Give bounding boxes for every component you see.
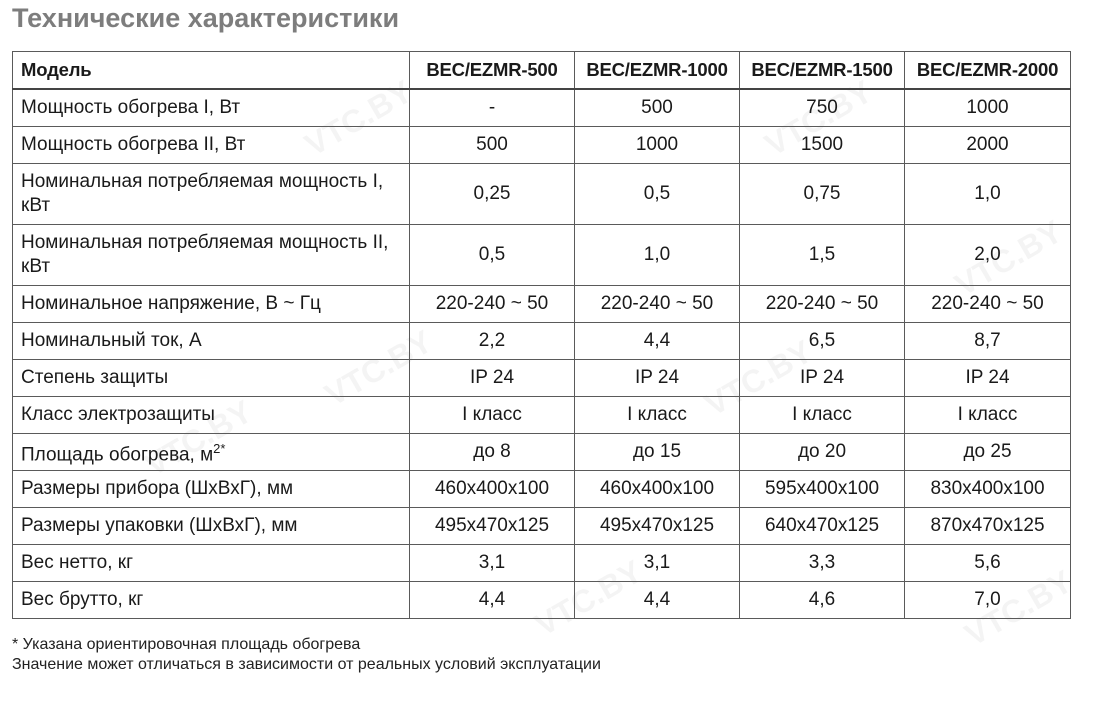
row-label: Степень защиты <box>13 360 410 397</box>
table-cell: 1,0 <box>905 164 1071 225</box>
table-cell: I класс <box>740 397 905 434</box>
table-row <box>13 508 1071 545</box>
table-cell: 1000 <box>905 89 1071 127</box>
footnote-line: Значение может отличаться в зависимости от реальных условий эксплуатации <box>12 656 601 673</box>
table-cell: I класс <box>575 397 740 434</box>
column-header: BEC/EZMR-500 <box>410 52 575 90</box>
table-cell: 830x400x100 <box>905 471 1071 508</box>
table-cell: 0,5 <box>575 164 740 225</box>
table-cell: 4,4 <box>575 582 740 619</box>
footnotes <box>12 635 601 675</box>
table-cell: 4,4 <box>575 323 740 360</box>
table-cell: 500 <box>410 127 575 164</box>
column-header: BEC/EZMR-1500 <box>740 52 905 90</box>
table-cell: 6,5 <box>740 323 905 360</box>
row-label: Размеры прибора (ШхВхГ), мм <box>13 471 410 508</box>
column-header: BEC/EZMR-1000 <box>575 52 740 90</box>
row-label: Номинальная потребляемая мощность I, кВт <box>13 164 410 225</box>
table-row <box>13 127 1071 164</box>
table-cell: 3,1 <box>575 545 740 582</box>
table-cell: 220-240 ~ 50 <box>575 286 740 323</box>
superscript-footnote-mark: 2* <box>213 440 226 456</box>
table-cell: IP 24 <box>905 360 1071 397</box>
table-row <box>13 360 1071 397</box>
table-cell: 640x470x125 <box>740 508 905 545</box>
table-cell: 7,0 <box>905 582 1071 619</box>
table-cell: 460x400x100 <box>575 471 740 508</box>
table-row <box>13 164 1071 225</box>
table-row <box>13 286 1071 323</box>
row-label: Класс электрозащиты <box>13 397 410 434</box>
table-cell: 595x400x100 <box>740 471 905 508</box>
row-label: Номинальное напряжение, В ~ Гц <box>13 286 410 323</box>
table-cell: - <box>410 89 575 127</box>
table-cell: 220-240 ~ 50 <box>410 286 575 323</box>
page-title: Технические характеристики <box>12 3 400 33</box>
table-row <box>13 323 1071 360</box>
row-label: Вес нетто, кг <box>13 545 410 582</box>
table-cell: до 20 <box>740 434 905 471</box>
table-cell: 1,5 <box>740 225 905 286</box>
table-row <box>13 545 1071 582</box>
row-label <box>13 434 410 471</box>
table-cell: 0,25 <box>410 164 575 225</box>
table-cell: 460x400x100 <box>410 471 575 508</box>
row-label-text: Площадь обогрева, м <box>21 444 214 466</box>
table-cell: 3,1 <box>410 545 575 582</box>
table-cell: 495x470x125 <box>410 508 575 545</box>
table-row <box>13 471 1071 508</box>
row-label: Номинальная потребляемая мощность II, кВт <box>13 225 410 286</box>
table-row <box>13 89 1071 127</box>
table-cell: I класс <box>410 397 575 434</box>
column-header: BEC/EZMR-2000 <box>905 52 1071 90</box>
row-label: Вес брутто, кг <box>13 582 410 619</box>
table-cell: 5,6 <box>905 545 1071 582</box>
table-cell: 870x470x125 <box>905 508 1071 545</box>
table-cell: 0,75 <box>740 164 905 225</box>
row-label: Мощность обогрева II, Вт <box>13 127 410 164</box>
table-cell: IP 24 <box>740 360 905 397</box>
table-cell: 2,0 <box>905 225 1071 286</box>
table-cell: 495x470x125 <box>575 508 740 545</box>
table-cell: до 15 <box>575 434 740 471</box>
table-cell: до 25 <box>905 434 1071 471</box>
specifications-table <box>12 51 1071 619</box>
table-cell: IP 24 <box>410 360 575 397</box>
table-cell: 1,0 <box>575 225 740 286</box>
row-label: Размеры упаковки (ШхВхГ), мм <box>13 508 410 545</box>
table-row <box>13 582 1071 619</box>
table-cell: 2,2 <box>410 323 575 360</box>
table-cell: 3,3 <box>740 545 905 582</box>
table-cell: 220-240 ~ 50 <box>905 286 1071 323</box>
table-cell: I класс <box>905 397 1071 434</box>
footnote-line: * Указана ориентировочная площадь обогрева <box>12 636 361 653</box>
table-row <box>13 225 1071 286</box>
table-row <box>13 397 1071 434</box>
table-cell: 4,4 <box>410 582 575 619</box>
row-label: Номинальный ток, А <box>13 323 410 360</box>
table-cell: 1500 <box>740 127 905 164</box>
table-cell: 220-240 ~ 50 <box>740 286 905 323</box>
table-cell: 500 <box>575 89 740 127</box>
table-cell: 0,5 <box>410 225 575 286</box>
table-header-row <box>13 52 1071 90</box>
table-cell: 750 <box>740 89 905 127</box>
table-cell: IP 24 <box>575 360 740 397</box>
table-cell: 8,7 <box>905 323 1071 360</box>
table-cell: 2000 <box>905 127 1071 164</box>
column-header-model: Модель <box>13 52 410 90</box>
table-cell: 4,6 <box>740 582 905 619</box>
table-cell: 1000 <box>575 127 740 164</box>
table-cell: до 8 <box>410 434 575 471</box>
row-label: Мощность обогрева I, Вт <box>13 89 410 127</box>
table-row <box>13 434 1071 471</box>
